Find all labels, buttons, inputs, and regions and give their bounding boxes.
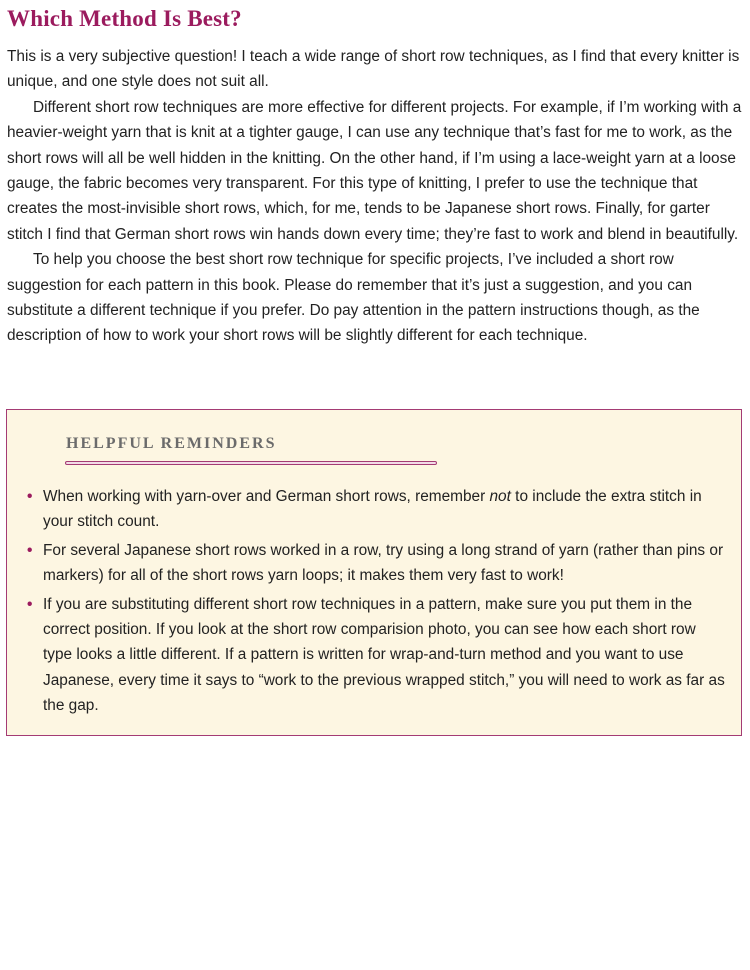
title-underline (65, 461, 437, 465)
reminder-item (27, 538, 727, 589)
reminders-list (27, 484, 727, 722)
bullet-icon: • (27, 541, 33, 559)
section-heading: Which Method Is Best? (7, 6, 242, 31)
reminder-item (27, 592, 727, 719)
reminder-text: If you are substituting different short row techniques in a pattern, make sure you put them in the correct position. If you look at the short row comparision photo, you can see how each short row type looks a little different. If a pattern is written for wrap-and-turn method and you want to use Japanese, every time it says to “work to the previous wrapped stitch,” you will need to work as far as the gap. (43, 595, 725, 715)
body-text (7, 44, 747, 349)
bullet-icon: • (27, 595, 33, 613)
reminder-text-after: to include the extra stitch in your stitch count. (43, 488, 702, 531)
reminder-item (27, 484, 727, 535)
helpful-reminders-box (6, 409, 742, 736)
reminder-text: For several Japanese short rows worked in a row, try using a long strand of yarn (rather than pins or markers) for all of the short rows yarn loops; it makes them very fast to work! (43, 541, 724, 585)
bullet-icon: • (27, 488, 33, 505)
reminder-text-before: When working with yarn-over and German short rows, remember (43, 488, 490, 505)
paragraph-techniques: Different short row techniques are more effective for different projects. For example, if I’m working with a heavier-weight yarn that is knit at a tighter gauge, I can use any technique that’s fast for me to work, as the short rows will all be well hidden in the knitting. On the other hand, if I’m using a lace-weight yarn at a loose gauge, the fabric becomes very transparent. For this type of knitting, I prefer to use the technique that creates the most-invisible short rows, which, for me, tends to be Japanese short rows. Finally, for garter stitch I find that German short rows win hands down every time; they’re fast to work and blend in beautifully. (7, 98, 742, 243)
reminder-emphasis: not (489, 488, 511, 505)
paragraph-suggestions: To help you choose the best short row technique for specific projects, I’ve included a short row suggestion for each pattern in this book. Please do remember that it’s just a suggestion, and you can substitute a different technique if you prefer. Do pay attention in the pattern instructions though, as the description of how to work your short rows will be slightly different for each technique. (7, 251, 700, 345)
reminders-title: HELPFUL REMINDERS (66, 435, 277, 452)
paragraph-intro: This is a very subjective question! I teach a wide range of short row techniques, as I find that every knitter is unique, and one style does not suit all. (7, 48, 740, 91)
